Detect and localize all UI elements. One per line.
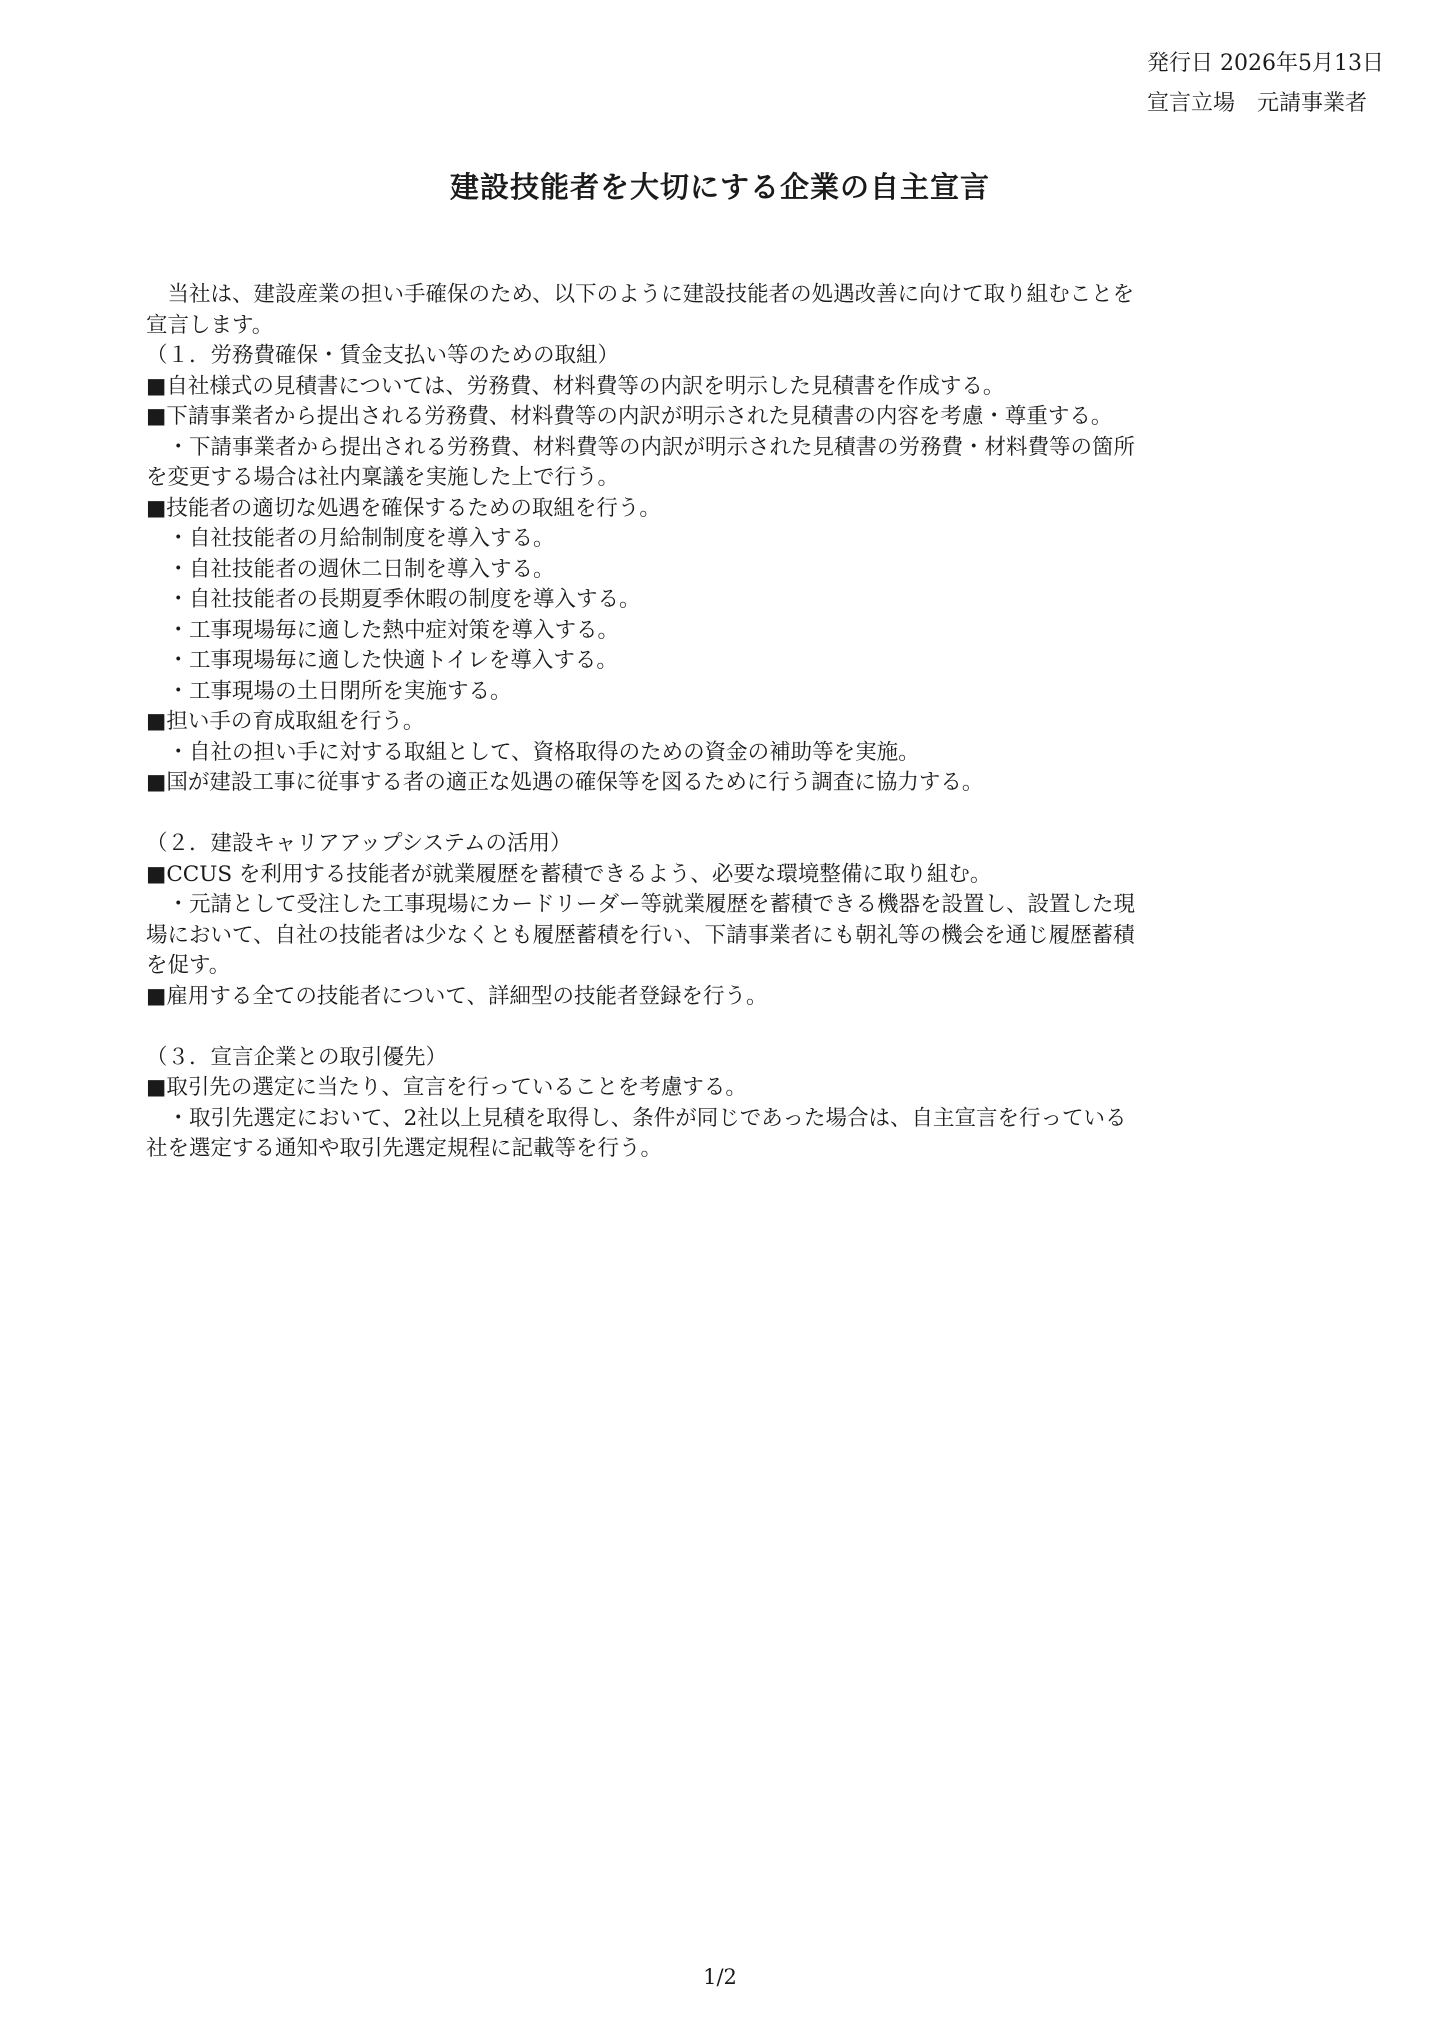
body-line: ・工事現場毎に適した快適トイレを導入する。 — [146, 648, 618, 673]
body-line: ・取引先選定において、2社以上見積を取得し、条件が同じであった場合は、自主宣言を行っている — [146, 1105, 1127, 1131]
body-line: ■下請事業者から提出される労務費、材料費等の内訳が明示された見積書の内容を考慮・尊重する。 — [146, 404, 1113, 429]
section-heading: （１．労務費確保・賃金支払い等のための取組） — [146, 343, 620, 368]
declaration-stance: 宣言立場 元請事業者 — [1147, 91, 1368, 116]
issue-info — [1147, 44, 1384, 124]
body-line: 場において、自社の技能者は少なくとも履歴蓄積を行い、下請事業者にも朝礼等の機会を通じ履歴蓄積 — [146, 922, 1135, 948]
body-line: を促す。 — [146, 953, 231, 978]
issue-date: 発行日 2026年5月13日 — [1147, 51, 1384, 76]
section-heading: （３．宣言企業との取引優先） — [146, 1044, 448, 1070]
section-heading: （２．建設キャリアアップシステムの活用） — [146, 831, 572, 856]
page-number: 1/2 — [703, 1965, 737, 1989]
body-line: ・元請として受注した工事現場にカードリーダー等就業履歴を蓄積できる機器を設置し、設置した現 — [146, 892, 1136, 917]
body-line: ■取引先の選定に当たり、宣言を行っていることを考慮する。 — [146, 1075, 747, 1100]
body-line: ・自社の担い手に対する取組として、資格取得のための資金の補助等を実施。 — [146, 739, 920, 765]
body-line: 社を選定する通知や取引先選定規程に記載等を行う。 — [146, 1136, 663, 1161]
intro-line: 宣言します。 — [146, 312, 274, 338]
body-line: ・下請事業者から提出される労務費、材料費等の内訳が明示された見積書の労務費・材料費等の箇所 — [146, 434, 1136, 460]
body-line: ・工事現場の土日閉所を実施する。 — [146, 678, 512, 704]
spacer — [146, 1012, 1286, 1043]
body-line: ■雇用する全ての技能者について、詳細型の技能者登録を行う。 — [146, 983, 768, 1009]
spacer — [146, 799, 1286, 830]
document-body — [146, 280, 1286, 1165]
body-line: ■担い手の育成取組を行う。 — [146, 709, 425, 734]
body-line: ■自社様式の見積書については、労務費、材料費等の内訳を明示した見積書を作成する。 — [146, 373, 1005, 399]
body-line: ■技能者の適切な処遇を確保するための取組を行う。 — [146, 495, 661, 521]
body-line: ・工事現場毎に適した熱中症対策を導入する。 — [146, 617, 620, 643]
body-line: を変更する場合は社内稟議を実施した上で行う。 — [146, 465, 620, 490]
body-line: ■CCUS を利用する技能者が就業履歴を蓄積できるよう、必要な環境整備に取り組む。 — [146, 861, 992, 887]
document-title: 建設技能者を大切にする企業の自主宣言 — [449, 170, 990, 204]
body-line: ・自社技能者の月給制制度を導入する。 — [146, 526, 555, 551]
body-line: ・自社技能者の週休二日制を導入する。 — [146, 556, 555, 582]
body-line: ■国が建設工事に従事する者の適正な処遇の確保等を図るために行う調査に協力する。 — [146, 770, 984, 795]
intro-line: 当社は、建設産業の担い手確保のため、以下のように建設技能者の処遇改善に向けて取り組むことを — [146, 282, 1135, 307]
body-line: ・自社技能者の長期夏季休暇の制度を導入する。 — [146, 587, 641, 612]
